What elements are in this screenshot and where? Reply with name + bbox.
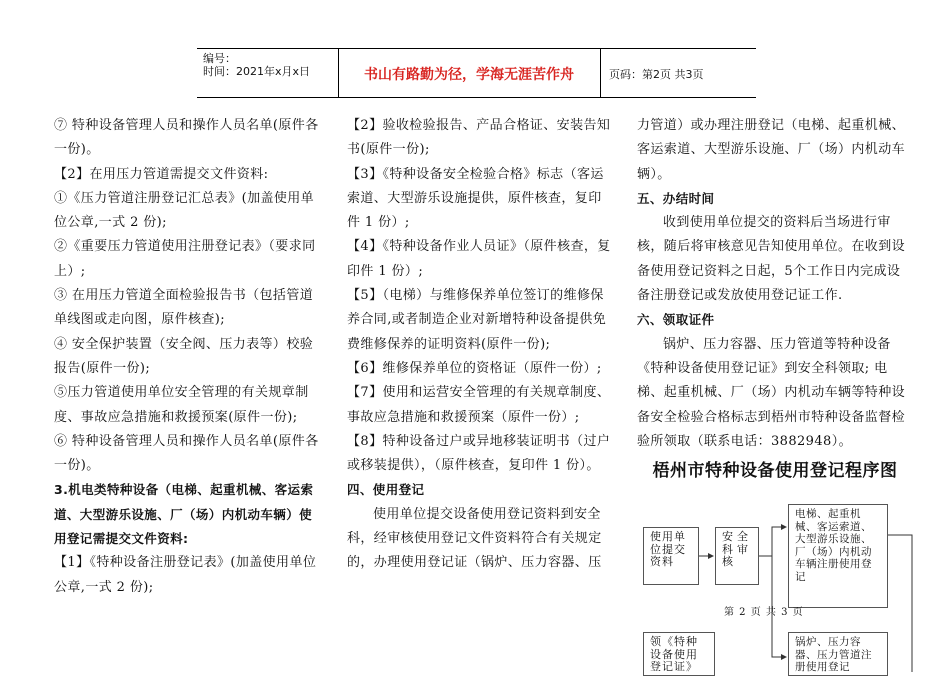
flow-box-safety-review: 安全科审核 — [715, 527, 759, 585]
paragraph: ④ 安全保护装置（安全阀、压力表等）校验报告(原件一份); — [54, 336, 314, 376]
section-heading: 3.机电类特种设备（电梯、起重机械、客运索道、大型游乐设施、厂（场）内机动车辆）使用登记需提交文件资料: — [54, 482, 314, 547]
page-indicator: 第 2 页 共 3 页 — [724, 607, 804, 618]
paragraph: ②《重要压力管道使用注册登记表》（要求同上）; — [54, 239, 316, 279]
paragraph: 【8】特种设备过户或异地移装证明书（过户或移装提供），（原件核查，复印件 1 份）。 — [347, 433, 611, 474]
flow-box-mechanical-registration: 电梯、起重机械、客运索道、大型游乐设施、厂（场）内机动车辆注册使用登记 — [788, 504, 888, 608]
paragraph: 力管道）或办理注册登记（电梯、起重机械、客运索道、大型游乐设施、厂（场）内机动车辆）。 — [637, 118, 906, 182]
paragraph: ③ 在用压力管道全面检验报告书（包括管道单线图或走向图，原件核查); — [54, 288, 314, 328]
arrow-safety-to-mechanical — [759, 527, 786, 556]
paragraph: 【3】《特种设备安全检验合格》标志（客运索道、大型游乐设施提供，原件核查，复印件 1 份）; — [347, 166, 604, 231]
number-label: 编号： — [203, 52, 236, 65]
paragraph: 【7】使用和运营安全管理的有关规章制度、事故应急措施和救援预案（原件一份）; — [347, 385, 611, 425]
flowchart-title: 梧州市特种设备使用登记程序图 — [652, 461, 898, 481]
section-heading: 四、使用登记 — [347, 482, 425, 498]
connector-mechanical-right — [888, 535, 912, 672]
paragraph: 使用单位提交设备使用登记资料到安全科，经审核使用登记文件资料符合有关规定的，办理使用登记证（锅炉、压力容器、压 — [347, 506, 602, 571]
paragraph: 【2】在用压力管道需提交文件资料: — [54, 166, 269, 182]
motto-text: 书山有路勤为径，学海无涯苦作舟 — [364, 67, 574, 83]
paragraph: ⑦ 特种设备管理人员和操作人员名单(原件各一份)。 — [54, 118, 319, 158]
flow-box-submit: 使用单位提交资料 — [643, 527, 699, 585]
flow-box-collect-certificate: 领《特种设备使用登记证》 — [643, 632, 715, 676]
paragraph: 【5】（电梯）与维修保养单位签订的维修保养合同,或者制造企业对新增特种设备提供免费维修保养的证明资料(原件一份); — [347, 288, 607, 352]
paragraph: ⑥ 特种设备管理人员和操作人员名单(原件各一份)。 — [54, 433, 319, 474]
section-heading: 六、领取证件 — [637, 312, 715, 328]
time-label: 时间：2021年x月x日 — [203, 65, 311, 78]
paragraph: 【6】维修保养单位的资格证（原件一份）; — [347, 360, 602, 376]
page-number-label: 页码：第2页 共3页 — [609, 68, 704, 81]
section-heading: 五、办结时间 — [637, 190, 715, 206]
paragraph: 【2】验收检验报告、产品合格证、安装告知书(原件一份); — [347, 118, 611, 158]
paragraph: 【4】《特种设备作业人员证》（原件核查，复印件 1 份）; — [347, 239, 611, 279]
paragraph: 锅炉、压力容器、压力管道等特种设备《特种设备使用登记证》到安全科领取; 电梯、起重机械、厂（场）内机动车辆等特种设备安全检验合格标志到梧州市特种设备监督检验所领取（联系电话：3882948）。 — [637, 336, 906, 449]
paragraph: ⑤压力管道使用单位安全管理的有关规章制度、事故应急措施和救援预案(原件一份); — [54, 385, 309, 425]
paragraph: 【1】《特种设备注册登记表》(加盖使用单位公章,一式 2 份); — [54, 555, 317, 595]
flow-box-boiler-registration: 锅炉、压力容器、压力管道注册使用登记 — [788, 632, 888, 676]
paragraph: ①《压力管道注册登记汇总表》(加盖使用单位公章,一式 2 份); — [54, 190, 315, 231]
paragraph: 收到使用单位提交的资料后当场进行审核，随后将审核意见告知使用单位。在收到设备使用登记资料之日起，5个工作日内完成设备注册登记或发放使用登记证工作. — [637, 215, 906, 304]
